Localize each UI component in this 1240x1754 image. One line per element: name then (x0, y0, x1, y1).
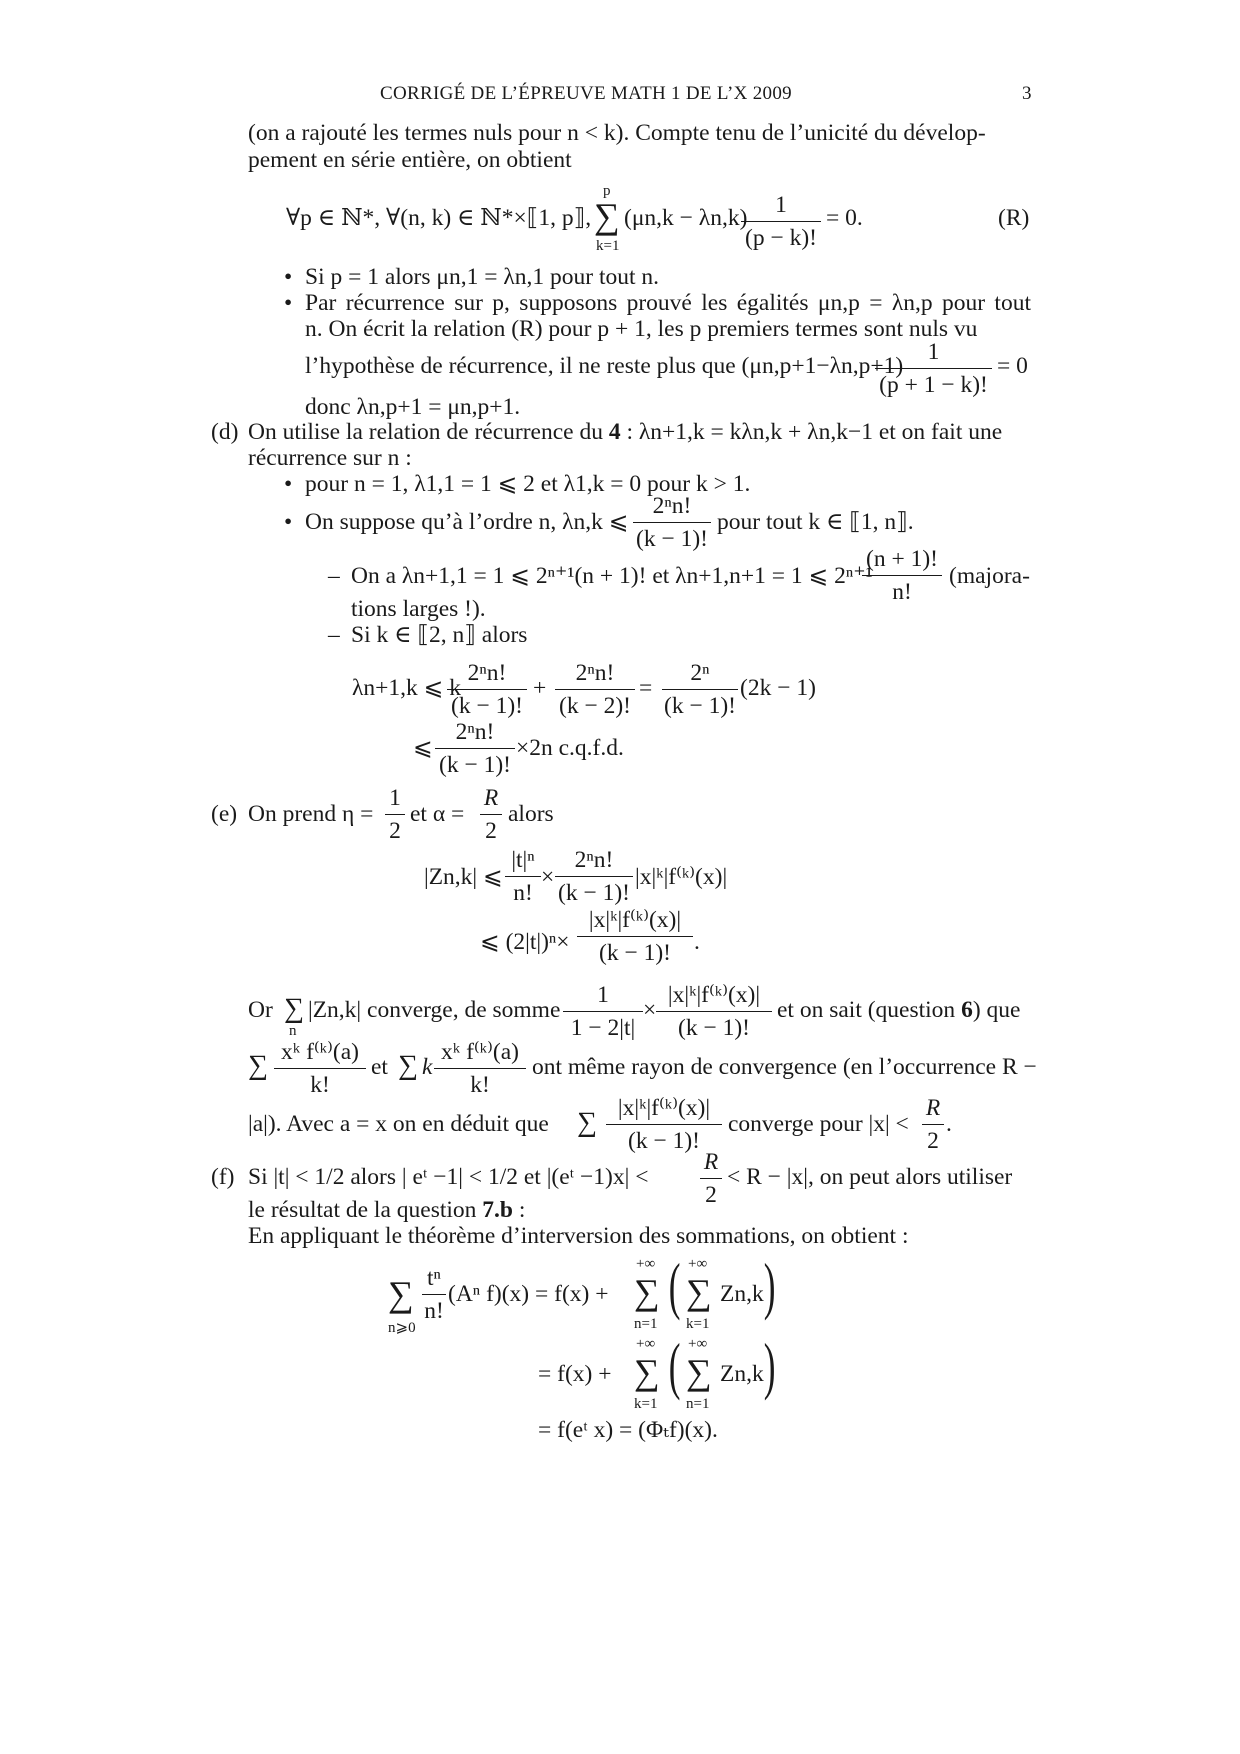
part-e-or-f1-num: 1 (597, 982, 609, 1008)
part-d-line-1-b: : λn+1,k = kλn,k + λn,k−1 et on fait une (626, 419, 1003, 445)
part-d-dash-1-a: On a λn+1,1 = 1 ⩽ 2ⁿ⁺¹(n + 1)! et λn+1,n+1 = 1 ⩽ 2ⁿ⁺¹ (351, 563, 873, 589)
part-e-l2-f2-num: xᵏ f⁽ᵏ⁾(a) (441, 1039, 519, 1065)
part-d-eq1-frac-2 (555, 661, 635, 718)
part-e-eq2-end: . (694, 929, 700, 955)
part-e-eta-fraction (385, 786, 405, 843)
part-d-eq2-f-den: (k − 1)! (439, 751, 511, 778)
left-paren: ( (668, 1330, 681, 1401)
eq-R-sum-lower: k=1 (596, 238, 620, 254)
part-f-eq1-mid: (Aⁿ f)(x) = f(x) + (448, 1281, 609, 1307)
part-f-r-num: R (703, 1149, 719, 1175)
part-e-l3-f-den: (k − 1)! (628, 1127, 700, 1154)
part-d-line-1 (248, 421, 1002, 445)
part-e-or-frac-1 (563, 983, 643, 1040)
part-e-or-b: |Zn,k| converge, de somme (308, 997, 561, 1023)
part-d-line-2: récurrence sur n : (248, 445, 412, 471)
intro-line-2: pement en série entière, on obtient (248, 147, 572, 173)
part-f-eq1-sum-sub: n⩾0 (388, 1320, 416, 1336)
part-f-eq2-outer-top: +∞ (636, 1336, 656, 1352)
part-f-eq1-outer-sum: ∑ (634, 1272, 660, 1312)
part-e-l3-b: converge pour |x| < (728, 1111, 909, 1137)
part-e-eq1-frac-1 (505, 848, 541, 905)
part-f-line-3: En appliquant le théorème d’interversion des sommations, on obtient : (248, 1223, 909, 1249)
part-f-eq1-frac-den: n! (424, 1297, 444, 1324)
bullet-icon: • (284, 264, 293, 290)
part-e-eq1-f1-den: n! (513, 879, 533, 906)
running-header-title: CORRIGÉ DE L’ÉPREUVE MATH 1 DE L’X 2009 (380, 83, 792, 104)
part-d-bullet-2-frac-num: 2ⁿn! (652, 493, 692, 519)
part-e-l3-f-num: |x|ᵏ|f⁽ᵏ⁾(x)| (617, 1095, 711, 1121)
intro-bullet-2-fraction (875, 340, 992, 397)
part-d-bullet-1: pour n = 1, λ1,1 = 1 ⩽ 2 et λ1,k = 0 pour k > 1. (305, 471, 751, 497)
part-f-eq1-sum-n: ∑ (388, 1274, 414, 1314)
part-f-eq3: = f(eᵗ x) = (Φₜf)(x). (538, 1417, 718, 1443)
part-e-eq2-f-num: |x|ᵏ|f⁽ᵏ⁾(x)| (588, 907, 682, 933)
part-e-or-a: Or (248, 997, 273, 1023)
part-d-eq2-fraction (435, 720, 515, 777)
part-e-l3-sum-symbol: ∑ (577, 1107, 597, 1138)
part-e-or-times: × (643, 997, 657, 1023)
part-d-eq1-f3-den: (k − 1)! (664, 692, 736, 719)
part-d-eq1-lhs: λn+1,k ⩽ k (352, 675, 461, 701)
part-e-eq1-f1-num: |t|ⁿ (511, 847, 535, 873)
part-d-line-1-a: On utilise la relation de récurrence du (248, 419, 603, 445)
part-d-dash-1-b: (majora- (949, 563, 1030, 589)
part-f-eq1-outer-top: +∞ (636, 1256, 656, 1272)
part-e-eq2-lhs: ⩽ (2|t|)ⁿ× (480, 929, 570, 955)
part-e-l3-r-den: 2 (927, 1127, 939, 1154)
part-e-l2-sum-symbol-2: ∑ (398, 1050, 418, 1081)
part-f-eq2-inner-bot: n=1 (686, 1396, 710, 1412)
part-e-line-1-c: alors (508, 801, 554, 827)
intro-line-1: (on a rajouté les termes nuls pour n < k). Compte tenu de l’unicité du dévelop- (248, 120, 986, 146)
part-d-bullet-2-fraction (633, 494, 711, 551)
part-e-l3-r-num: R (925, 1095, 941, 1121)
intro-bullet-2-line-4: donc λn,p+1 = μn,p+1. (305, 394, 521, 420)
intro-bullet-2-line-3: l’hypothèse de récurrence, il ne reste plus que (μn,p+1−λn,p+1) (305, 353, 904, 379)
part-e-or-c (777, 999, 1020, 1023)
part-f-eq1-inner-sum: ∑ (686, 1272, 712, 1312)
part-d-eq1-f3-num: 2ⁿ (690, 660, 710, 686)
part-d-dash-1-frac-num: (n + 1)! (866, 546, 938, 572)
part-d-bullet-2-frac-den: (k − 1)! (636, 525, 708, 552)
part-e-or-sum-symbol: ∑ (284, 993, 304, 1024)
eq-R-quantifiers: ∀p ∈ ℕ*, ∀(n, k) ∈ ℕ*×⟦1, p⟧, (286, 205, 592, 231)
part-f-eq1-inner-top: +∞ (688, 1256, 708, 1272)
part-f-line-2-b: : (518, 1197, 526, 1223)
part-e-or-f2-num: |x|ᵏ|f⁽ᵏ⁾(x)| (667, 982, 761, 1008)
part-e-or-f1-den: 1 − 2|t| (570, 1014, 636, 1041)
part-d-eq1-f1-num: 2ⁿn! (467, 660, 507, 686)
part-e-or-sum-sub: n (289, 1023, 297, 1039)
part-f-eq1-fraction (422, 1266, 446, 1323)
part-e-eq2-fraction (577, 908, 693, 965)
eq-R-sum-upper: p (603, 183, 611, 199)
eq-R-term: (μn,k − λn,k) (624, 205, 748, 231)
intro-bullet-2-line-1: Par récurrence sur p, supposons prouvé les égalités μn,p = λn,p pour tout (305, 290, 1031, 316)
part-d-dash-2: Si k ∈ ⟦2, n⟧ alors (351, 622, 528, 648)
part-e-eq1-f2-den: (k − 1)! (558, 879, 630, 906)
bullet-icon: • (284, 471, 293, 497)
part-f-eq2-outer-sum: ∑ (634, 1352, 660, 1392)
part-e-l2-f2-den: k! (470, 1071, 490, 1098)
dash-icon: – (328, 622, 340, 648)
eq-R-frac-den: (p − k)! (745, 224, 817, 251)
part-d-label: (d) (211, 419, 239, 445)
part-e-l2-frac-1 (274, 1040, 366, 1097)
part-e-l2-frac-2 (434, 1040, 526, 1097)
part-d-bullet-2-b: pour tout k ∈ ⟦1, n⟧. (717, 509, 914, 535)
part-e-or-c-b: ) que (972, 997, 1021, 1023)
part-d-bullet-2-a: On suppose qu’à l’ordre n, λn,k ⩽ (305, 509, 629, 535)
part-f-eq2-inner-top: +∞ (688, 1336, 708, 1352)
eq-R-frac-num: 1 (775, 192, 787, 218)
part-e-l2-f1-num: xᵏ f⁽ᵏ⁾(a) (281, 1039, 359, 1065)
part-d-eq1-equals: = (639, 675, 653, 701)
right-paren: ) (763, 1250, 776, 1321)
part-d-eq1-f2-num: 2ⁿn! (575, 660, 615, 686)
part-d-eq1-f2-den: (k − 2)! (559, 692, 631, 719)
part-d-dash-1-line-2: tions larges !). (351, 596, 486, 622)
part-f-eq2-outer-bot: k=1 (634, 1396, 658, 1412)
part-f-ref: 7.b (482, 1197, 513, 1223)
part-e-eq2-f-den: (k − 1)! (599, 939, 671, 966)
part-f-eq1-frac-num: tⁿ (427, 1265, 441, 1291)
part-e-eq1-times: × (541, 864, 555, 890)
eq-R-tag: (R) (998, 205, 1030, 231)
part-e-l3-fraction (606, 1096, 722, 1153)
part-e-eq1-frac-2 (555, 848, 633, 905)
part-f-label: (f) (211, 1164, 235, 1190)
eq-R-rhs: = 0. (826, 205, 863, 231)
bullet-icon: • (284, 290, 293, 316)
bullet-icon: • (284, 509, 293, 535)
part-d-eq1-frac-1 (447, 661, 527, 718)
part-f-eq2-inner-sum: ∑ (686, 1352, 712, 1392)
part-d-dash-1-fraction (862, 547, 942, 604)
part-e-label: (e) (211, 801, 238, 827)
part-e-l2-f1-den: k! (310, 1071, 330, 1098)
right-paren: ) (763, 1330, 776, 1401)
part-d-eq2-lhs: ⩽ (413, 735, 433, 761)
part-e-line-1-a: On prend η = (248, 801, 374, 827)
part-d-eq1-tail: (2k − 1) (740, 675, 816, 701)
part-f-eq1-outer-bot: n=1 (634, 1316, 658, 1332)
part-e-eq1-tail: |x|ᵏ|f⁽ᵏ⁾(x)| (635, 864, 728, 890)
part-f-eq2-mid: = f(x) + (538, 1361, 612, 1387)
part-f-r-fraction (700, 1150, 722, 1207)
page-number: 3 (1022, 83, 1032, 104)
part-f-eq1-inner-bot: k=1 (686, 1316, 710, 1332)
intro-bullet-2-eq: = 0 (997, 353, 1028, 379)
part-e-eta-den: 2 (389, 817, 401, 844)
intro-bullet-2-frac-num: 1 (927, 339, 940, 365)
part-e-l3-r-fraction (922, 1096, 944, 1153)
part-d-ref: 4 (608, 419, 621, 445)
part-f-eq1-z-term: Zn,k (720, 1281, 764, 1307)
part-e-alpha-fraction (480, 786, 502, 843)
left-paren: ( (668, 1250, 681, 1321)
part-e-or-c-ref: 6 (961, 997, 973, 1023)
part-f-line-2 (248, 1199, 525, 1223)
part-e-eta-num: 1 (389, 785, 401, 811)
part-d-eq2-f-num: 2ⁿn! (455, 719, 495, 745)
part-e-l3-a: |a|). Avec a = x on en déduit que (248, 1111, 549, 1137)
eq-R-fraction (741, 193, 821, 250)
part-f-eq2-z-term: Zn,k (720, 1361, 764, 1387)
dash-icon: – (328, 563, 340, 589)
part-e-l2-k: k (422, 1054, 433, 1080)
part-e-alpha-den: 2 (485, 817, 497, 844)
part-e-or-f2-den: (k − 1)! (678, 1014, 750, 1041)
part-f-line-2-a: le résultat de la question (248, 1197, 477, 1223)
part-d-eq2-tail: ×2n c.q.f.d. (516, 735, 624, 761)
part-d-dash-1-frac-den: n! (892, 578, 912, 605)
part-e-l2-tail: ont même rayon de convergence (en l’occurrence R − (532, 1054, 1037, 1080)
part-f-line-1-a: Si |t| < 1/2 alors | eᵗ −1| < 1/2 et |(eᵗ −1)x| < (248, 1164, 649, 1190)
part-e-l3-end: . (946, 1111, 952, 1137)
intro-bullet-2-frac-den: (p + 1 − k)! (879, 371, 988, 398)
part-e-eq1-f2-num: 2ⁿn! (574, 847, 614, 873)
part-e-or-c-a: et on sait (question (777, 997, 956, 1023)
part-e-l2-sum-symbol: ∑ (248, 1050, 268, 1081)
intro-bullet-2-line-2: n. On écrit la relation (R) pour p + 1, les p premiers termes sont nuls vu (305, 316, 978, 342)
part-e-or-frac-2 (656, 983, 772, 1040)
part-e-l2-et: et (371, 1054, 388, 1080)
part-d-eq1-plus: + (533, 675, 547, 701)
part-f-line-1-b: < R − |x|, on peut alors utiliser (727, 1164, 1013, 1190)
part-d-eq1-f1-den: (k − 1)! (451, 692, 523, 719)
part-f-r-den: 2 (705, 1181, 717, 1208)
part-d-eq1-frac-3 (662, 661, 738, 718)
part-e-eq1-lhs: |Zn,k| ⩽ (424, 864, 503, 890)
eq-R-sum-symbol: ∑ (594, 196, 620, 236)
part-e-alpha-num: R (483, 785, 499, 811)
intro-bullet-1: Si p = 1 alors μn,1 = λn,1 pour tout n. (305, 264, 660, 290)
part-e-line-1-b: et α = (410, 801, 465, 827)
